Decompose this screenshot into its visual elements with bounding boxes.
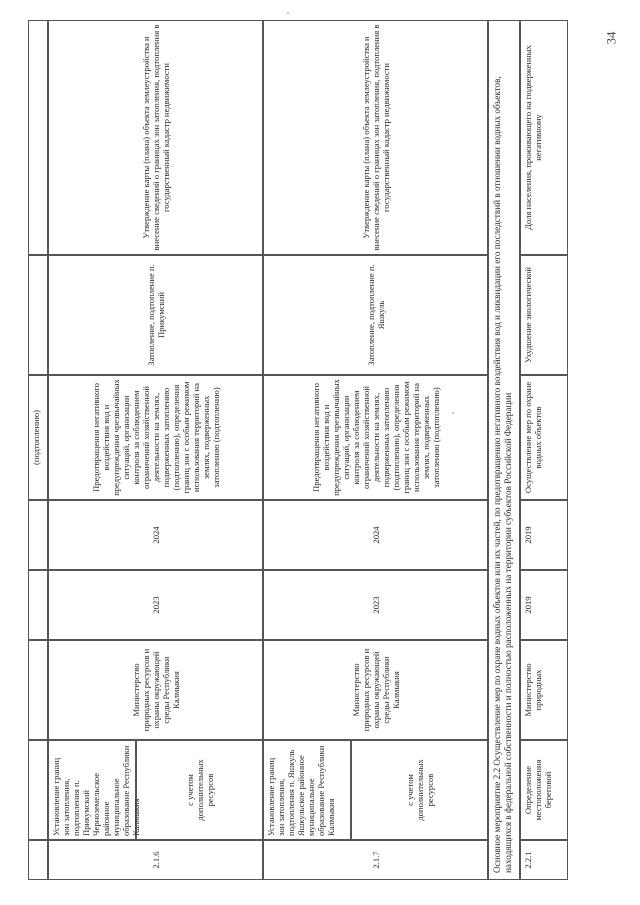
cell-consequences: Затопление, подтопление п. Яшкуль (263, 255, 488, 375)
cell-end: 2019 (520, 500, 568, 570)
cell-executor: Министерство природных ресурсов и охраны окружающей среды Республики Калмыкия (263, 640, 488, 740)
cell-consequences: Ухудшение экологической (520, 255, 568, 375)
cell-executor: Министерство природных ресурсов и охраны окружающей среды Республики Калмыкия (48, 640, 263, 740)
cell-name: Определение местоположения береговой (520, 740, 568, 840)
rotated-table (28, 20, 568, 880)
cell-result: Предотвращения негативного воздействия вод и предупреждения чрезвычайных ситуаций, организации контроля за соблюдением ограничений хозяйственной деятельности на землях, подверженных затоплению (подтоплению), определения границ зон с особым режимом использования территорий на землях, подверженных затоплению (подтоплению) (48, 375, 263, 500)
cell-executor: Министерство природных (520, 640, 568, 740)
cell-name: Установление границ зон затопления, подтопления п. Яшкуль Яшкульское районное муниципальное образование Республики Калмыкия (263, 740, 351, 840)
cell-start: 2019 (520, 570, 568, 640)
cell-link: Утверждение карты (плана) объекта землеустройства и внесение сведений о границах зон затопления, подтопления в государственный кадастр недвижимости (263, 20, 488, 255)
page-number: 34 (603, 31, 619, 45)
cell-id: 2.2.1 (520, 840, 568, 880)
cell-result: (подтоплению) (28, 375, 48, 500)
cell-end: 2024 (263, 500, 488, 570)
cell-link: Доля населения, проживающего на подверженных негативному (520, 20, 568, 255)
cell-consequences (28, 255, 48, 375)
cell-result: Осуществление мер по охране водных объектов (520, 375, 568, 500)
cell-end: 2024 (48, 500, 263, 570)
cell-name (28, 740, 48, 840)
cell-link: Утверждение карты (плана) объекта землеустройства и внесение сведений о границах зон затопления, подтопления в государственный кадастр недвижимости (48, 20, 263, 255)
cell-end (28, 500, 48, 570)
cell-link (28, 20, 48, 255)
scan-speck (287, 12, 289, 14)
cell-funding: с учетом дополнительных ресурсов (351, 740, 488, 840)
cell-name: Установление границ зон затопления, подтопления п. Прикумский Черноземельское районное муниципальное образование Республики Калмыкия (48, 740, 136, 840)
main-event-heading: Основное мероприятие 2.2 Осуществление мер по охране водных объектов или их частей, по предотвращению негативного воздействия вод и ликвидации его последствий в отношении водных объектов, находящихся в федеральной собственности и полностью расположенных на территории субъектов Российской Федерации (488, 20, 520, 880)
cell-start: 2023 (48, 570, 263, 640)
cell-result: Предотвращения негативного воздействия вод и предупреждения чрезвычайных ситуаций, организации контроля за соблюдением ограничений хозяйственной деятельности на землях, подверженных затоплению (подтоплению), определения границ зон с особым режимом использования территорий на землях, подверженных затоплению (подтоплению) (263, 375, 488, 500)
cell-start (28, 570, 48, 640)
cell-consequences: Затопление, подтопление п. Прикумский (48, 255, 263, 375)
cell-id (28, 840, 48, 880)
cell-id: 2.1.7 (263, 840, 488, 880)
cell-id: 2.1.6 (48, 840, 263, 880)
cell-funding: с учетом дополнительных ресурсов (136, 740, 263, 840)
scan-speck (452, 412, 454, 414)
cell-executor (28, 640, 48, 740)
cell-start: 2023 (263, 570, 488, 640)
